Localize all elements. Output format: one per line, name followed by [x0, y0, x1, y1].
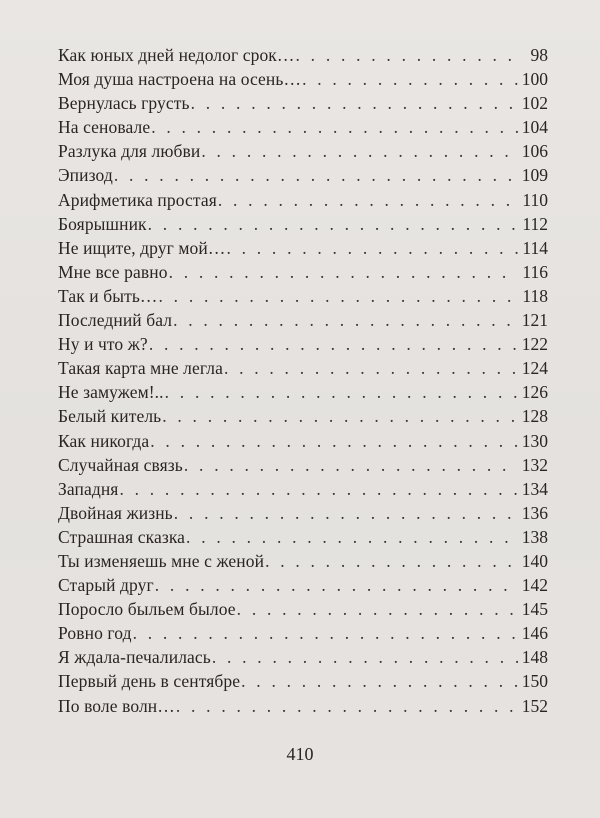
toc-entry-page: 112	[522, 213, 548, 234]
toc-entry-page: 146	[521, 623, 548, 644]
toc-entry-page: 150	[521, 671, 548, 692]
toc-entry	[58, 356, 548, 380]
toc-entry	[58, 188, 548, 212]
toc-entry-page: 126	[521, 382, 548, 403]
toc-entry-title: Двойная жизнь	[58, 502, 173, 523]
toc-entry-page: 100	[521, 69, 548, 90]
toc-entry-page: 102	[521, 93, 548, 114]
toc-dot-leader	[226, 236, 518, 260]
toc-dot-leader	[114, 163, 518, 187]
toc-entry	[58, 284, 548, 308]
toc-entry-page: 98	[530, 45, 548, 65]
toc-entry	[58, 573, 548, 597]
toc-dot-leader	[150, 429, 517, 453]
toc-entry-page: 136	[521, 502, 548, 523]
toc-dot-leader	[165, 380, 518, 404]
toc-entry-title: Моя душа настроена на осень…	[58, 69, 302, 90]
toc-entry	[58, 694, 548, 718]
toc-dot-leader	[191, 91, 518, 115]
toc-dot-leader	[169, 260, 518, 284]
toc-entry	[58, 260, 548, 284]
toc-dot-leader	[133, 621, 518, 645]
toc-entry-title: Такая карта мне легла	[58, 358, 223, 379]
toc-entry	[58, 404, 548, 428]
toc-entry	[58, 67, 548, 91]
toc-entry-page: 124	[521, 358, 548, 379]
toc-dot-leader	[148, 212, 518, 236]
toc-entry-title: Последний бал	[58, 310, 173, 331]
toc-entry-page: 114	[522, 237, 548, 258]
toc-entry-title: Ну и что ж?	[58, 334, 148, 355]
toc-entry-page: 140	[521, 550, 548, 571]
toc-entry	[58, 477, 548, 501]
toc-entry	[58, 139, 548, 163]
toc-entry-title: Первый день в сентябре	[58, 671, 241, 692]
toc-dot-leader	[201, 139, 517, 163]
toc-entry-title: Боярышник	[58, 213, 147, 234]
toc-entry-title: Эпизод	[58, 165, 113, 186]
toc-entry-page: 104	[521, 117, 548, 138]
toc-entry-title: По воле волн…	[58, 695, 175, 716]
toc-entry	[58, 669, 548, 693]
toc-entry	[58, 597, 548, 621]
toc-dot-leader	[155, 573, 518, 597]
toc-entry	[58, 163, 548, 187]
toc-dot-leader	[162, 404, 518, 428]
toc-dot-leader	[241, 669, 518, 693]
toc-entry	[58, 501, 548, 525]
toc-entry-page: 138	[521, 526, 548, 547]
toc-entry-title: Вернулась грусть	[58, 93, 190, 114]
toc-dot-leader	[186, 525, 518, 549]
toc-entry-title: Страшная сказка	[58, 526, 186, 547]
toc-entry-title: Старый друг	[58, 575, 154, 596]
toc-entry-page: 148	[521, 647, 548, 668]
toc-entry-title: Не замужем!..	[58, 382, 164, 403]
toc-entry-page: 121	[521, 310, 548, 331]
toc-dot-leader	[302, 67, 518, 91]
toc-entry	[58, 549, 548, 573]
toc-entry-title: Случайная связь	[58, 454, 183, 475]
toc-dot-leader	[151, 115, 518, 139]
toc-entry-page: 109	[521, 165, 548, 186]
toc-dot-leader	[176, 694, 518, 718]
toc-dot-leader	[119, 477, 517, 501]
toc-entry	[58, 621, 548, 645]
toc-entry-page: 142	[521, 575, 548, 596]
toc-entry	[58, 525, 548, 549]
toc-entry	[58, 429, 548, 453]
toc-entry-title: Белый китель	[58, 406, 162, 427]
toc-dot-leader	[296, 43, 518, 67]
toc-entry	[58, 236, 548, 260]
toc-dot-leader	[184, 453, 518, 477]
toc-dot-leader	[224, 356, 518, 380]
toc-dot-leader	[265, 549, 518, 573]
toc-entry-page: 122	[521, 334, 548, 355]
toc-entry-page: 128	[521, 406, 548, 427]
toc-entry-title: Как никогда	[58, 430, 150, 451]
toc-dot-leader	[218, 188, 518, 212]
table-of-contents	[58, 43, 548, 718]
toc-entry-title: Я ждала-печалилась	[58, 647, 211, 668]
toc-entry-page: 116	[522, 261, 548, 282]
toc-dot-leader	[212, 645, 518, 669]
toc-entry-page: 118	[522, 285, 548, 306]
toc-entry-title: Ровно год	[58, 623, 132, 644]
toc-entry	[58, 645, 548, 669]
toc-dot-leader	[174, 501, 518, 525]
toc-entry	[58, 308, 548, 332]
toc-entry-title: На сеновале	[58, 117, 151, 138]
toc-entry-page: 106	[521, 141, 548, 162]
toc-entry-page: 152	[521, 695, 548, 716]
toc-entry-title: Арифметика простая	[58, 189, 217, 210]
toc-entry-page: 145	[521, 599, 548, 620]
toc-entry-title: Так и быть…	[58, 285, 158, 306]
toc-entry	[58, 212, 548, 236]
toc-entry-title: Ты изменяешь мне с женой	[58, 550, 265, 571]
toc-dot-leader	[173, 308, 518, 332]
toc-entry	[58, 332, 548, 356]
toc-entry-page: 132	[521, 454, 548, 475]
toc-dot-leader	[159, 284, 518, 308]
toc-entry	[58, 380, 548, 404]
toc-entry-title: Не ищите, друг мой…	[58, 237, 226, 258]
toc-entry-page: 130	[521, 430, 548, 451]
toc-entry-title: Как юных дней недолог срок…	[58, 45, 295, 65]
toc-entry	[58, 43, 548, 67]
toc-dot-leader	[149, 332, 518, 356]
toc-dot-leader	[237, 597, 518, 621]
toc-entry-page: 110	[522, 189, 548, 210]
toc-entry	[58, 453, 548, 477]
page-number: 410	[286, 744, 314, 764]
toc-entry	[58, 91, 548, 115]
toc-entry-title: Разлука для любви	[58, 141, 201, 162]
toc-entry	[58, 115, 548, 139]
toc-entry-title: Мне все равно	[58, 261, 168, 282]
toc-entry-page: 134	[521, 478, 548, 499]
toc-entry-title: Западня	[58, 478, 119, 499]
toc-entry-title: Поросло быльем былое	[58, 599, 236, 620]
